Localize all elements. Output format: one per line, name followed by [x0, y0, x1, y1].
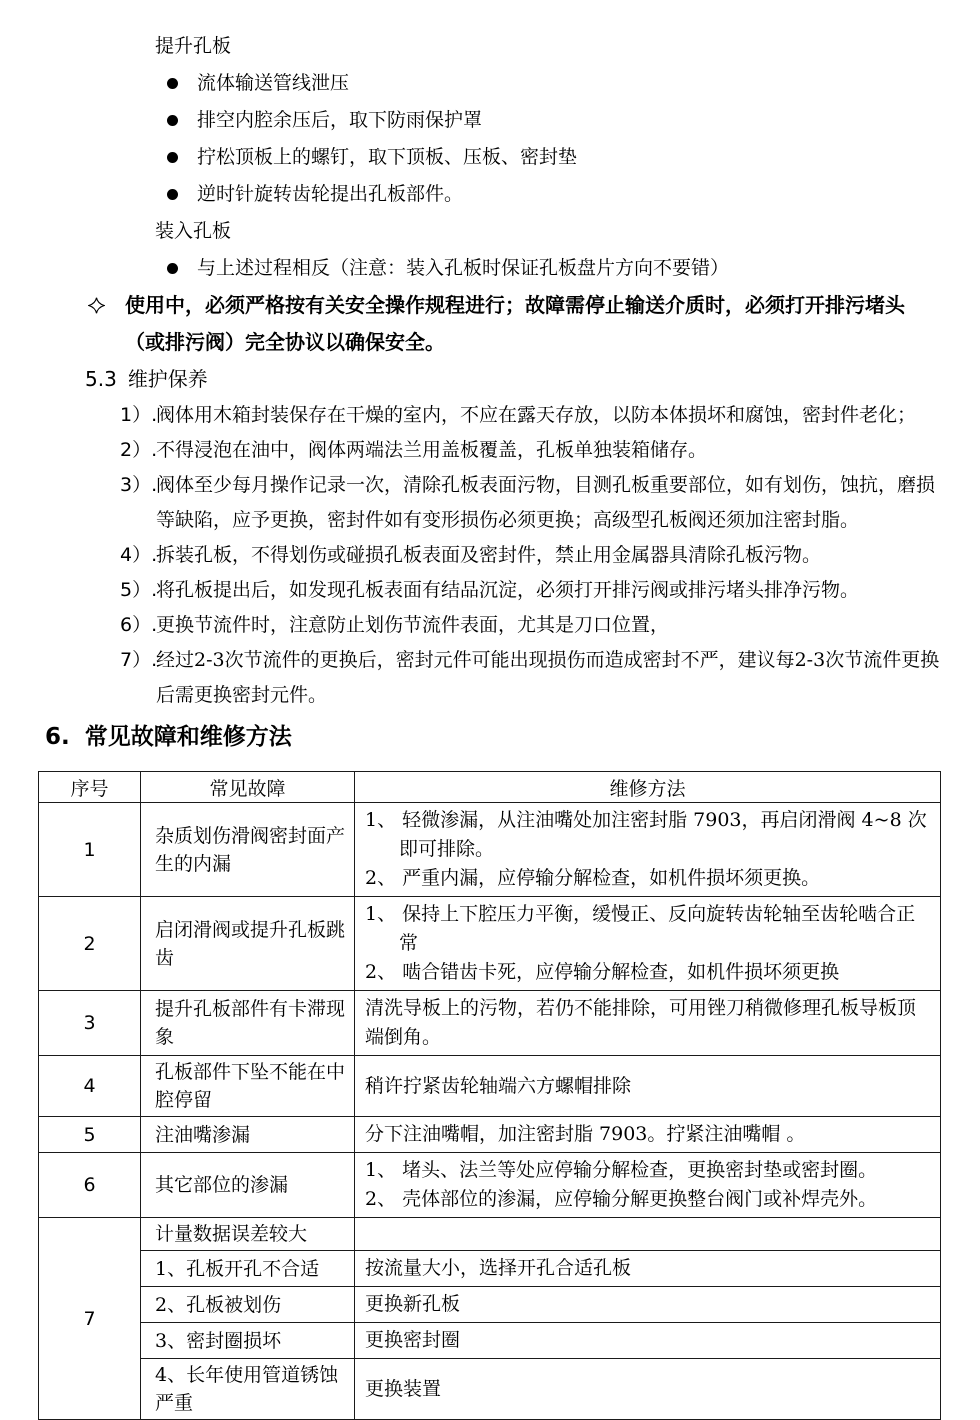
- safety-note-text: 使用中，必须严格按有关安全操作规程进行；故障需停止输送介质时，必须打开排污堵头（或排污阀）完全协议以确保安全。: [125, 293, 905, 354]
- item-text: 更换节流件时，注意防止划伤节流件表面，尤其是刀口位置，: [156, 614, 670, 636]
- fix-line: 2、 壳体部位的渗漏，应停输分解更换整台阀门或补焊壳外。: [365, 1188, 878, 1210]
- fix-line: 1、 保持上下腔压力平衡，缓慢正、反向旋转齿轮轴至齿轮啮合正常: [365, 903, 916, 954]
- fix-line: 清洗导板上的污物，若仍不能排除，可用锉刀稍微修理孔板导板顶端倒角。: [365, 997, 917, 1048]
- bullet-icon: [167, 189, 178, 200]
- maintenance-item: [120, 398, 942, 433]
- list-item-text: 逆时针旋转齿轮提出孔板部件。: [197, 183, 464, 205]
- list-item: [167, 102, 980, 139]
- cell-row-number: 5: [39, 1117, 141, 1153]
- table-row: [39, 897, 941, 991]
- list-item-text: 流体输送管线泄压: [197, 72, 350, 94]
- fix-line: 2、 啮合错齿卡死，应停输分解检查，如机件损坏须更换: [365, 961, 840, 983]
- list-item: [167, 250, 980, 287]
- cell-fault: 3、密封圈损坏: [141, 1323, 355, 1359]
- cell-fault-group: 计量数据误差较大: [141, 1218, 355, 1251]
- fault-repair-table: [38, 771, 941, 1420]
- cell-fault: 4、长年使用管道锈蚀严重: [141, 1359, 355, 1420]
- cell-fix: [355, 1153, 941, 1218]
- column-header-fault: 常见故障: [141, 772, 355, 803]
- table-row: [39, 1359, 941, 1420]
- cell-fix: [355, 1117, 941, 1153]
- list-item: [167, 176, 980, 213]
- bullet-icon: [167, 263, 178, 274]
- table-row: [39, 1153, 941, 1218]
- fix-line: 1、 轻微渗漏，从注油嘴处加注密封脂 7903，再启闭滑阀 4~8 次即可排除。: [365, 809, 927, 860]
- cell-fix-empty: [355, 1218, 941, 1251]
- table-header-row: [39, 772, 941, 803]
- section-5-3-heading: [85, 361, 980, 398]
- fix-line: 1、 堵头、法兰等处应停输分解检查，更换密封垫或密封圈。: [365, 1159, 878, 1181]
- section-number: 5.3: [85, 367, 117, 391]
- section-6-heading: [45, 721, 980, 753]
- fix-line: 稍许拧紧齿轮轴端六方螺帽排除: [365, 1074, 632, 1097]
- item-number: 3）.: [120, 474, 158, 496]
- cell-row-number: 6: [39, 1153, 141, 1218]
- item-number: 6）.: [120, 614, 158, 636]
- maintenance-item: [120, 538, 942, 573]
- cell-fix: 更换装置: [355, 1359, 941, 1420]
- list-item: [167, 65, 980, 102]
- cell-row-number: 1: [39, 803, 141, 897]
- cell-fault: 孔板部件下坠不能在中腔停留: [141, 1056, 355, 1117]
- item-text: 将孔板提出后，如发现孔板表面有结品沉淀，必须打开排污阀或排污堵头排净污物。: [156, 579, 860, 601]
- table-row: [39, 803, 941, 897]
- table-row: [39, 1218, 941, 1251]
- cell-fault: 杂质划伤滑阀密封面产生的内漏: [141, 803, 355, 897]
- item-text: 阀体用木箱封装保存在干燥的室内，不应在露天存放，以防本体损坏和腐蚀，密封件老化；: [156, 404, 917, 426]
- cell-row-number: 3: [39, 991, 141, 1056]
- cell-fix: [355, 803, 941, 897]
- section-number: 6.: [45, 724, 70, 750]
- cell-fault: 提升孔板部件有卡滞现象: [141, 991, 355, 1056]
- cell-fix: [355, 897, 941, 991]
- cell-row-number: 2: [39, 897, 141, 991]
- bullet-icon: [167, 115, 178, 126]
- item-number: 7）.: [120, 649, 158, 671]
- maintenance-item: [120, 608, 942, 643]
- cell-fault: 其它部位的渗漏: [141, 1153, 355, 1218]
- cell-fault: 1、孔板开孔不合适: [141, 1251, 355, 1287]
- list-item-text: 拧松顶板上的螺钉，取下顶板、压板、密封垫: [197, 146, 578, 168]
- item-text: 拆装孔板，不得划伤或碰损孔板表面及密封件，禁止用金属器具清除孔板污物。: [156, 544, 822, 566]
- cell-fix: 按流量大小，选择开孔合适孔板: [355, 1251, 941, 1287]
- item-number: 1）.: [120, 404, 158, 426]
- list-item-text: 排空内腔余压后，取下防雨保护罩: [197, 109, 483, 131]
- column-header-fix: 维修方法: [355, 772, 941, 803]
- section-title: 常见故障和维修方法: [84, 723, 292, 750]
- fix-line: 2、 严重内漏，应停输分解检查，如机件损坏须更换。: [365, 867, 821, 889]
- bullet-icon: [167, 152, 178, 163]
- table-row: [39, 1117, 941, 1153]
- safety-note: [88, 287, 938, 361]
- item-text: 阀体至少每月操作记录一次，清除孔板表面污物，目测孔板重要部位，如有划伤，蚀抗，磨损等缺陷，应予更换，密封件如有变形损伤必须更换；高级型孔板阀还须加注密封脂。: [156, 474, 936, 531]
- item-number: 5）.: [120, 579, 158, 601]
- lift-procedure-heading: 提升孔板: [155, 35, 232, 57]
- list-item: [167, 139, 980, 176]
- table-row: [39, 1056, 941, 1117]
- four-pointed-star-icon: [88, 287, 125, 361]
- cell-fault: 注油嘴渗漏: [141, 1117, 355, 1153]
- table-row: [39, 1323, 941, 1359]
- item-text: 不得浸泡在油中，阀体两端法兰用盖板覆盖，孔板单独装箱储存。: [156, 439, 708, 461]
- fix-line: 分下注油嘴帽，加注密封脂 7903。拧紧注油嘴帽 。: [365, 1123, 806, 1145]
- section-title: 维护保养: [127, 367, 208, 391]
- cell-row-number: 7: [39, 1218, 141, 1420]
- item-number: 4）.: [120, 544, 158, 566]
- cell-fix: [355, 991, 941, 1056]
- table-row: [39, 991, 941, 1056]
- maintenance-item: [120, 573, 942, 608]
- item-text: 经过2-3次节流件的更换后，密封元件可能出现损伤而造成密封不严，建议每2-3次节流件更换后需更换密封元件。: [156, 649, 940, 706]
- cell-row-number: 4: [39, 1056, 141, 1117]
- cell-fault: 启闭滑阀或提升孔板跳齿: [141, 897, 355, 991]
- maintenance-item: [120, 643, 942, 713]
- cell-fix: [355, 1056, 941, 1117]
- maintenance-item: [120, 468, 942, 538]
- item-number: 2）.: [120, 439, 158, 461]
- table-row: [39, 1251, 941, 1287]
- install-procedure-heading: 装入孔板: [155, 220, 232, 242]
- column-header-no: 序号: [39, 772, 141, 803]
- list-item-text: 与上述过程相反（注意：装入孔板时保证孔板盘片方向不要错）: [197, 257, 730, 279]
- cell-fix: 更换密封圈: [355, 1323, 941, 1359]
- bullet-icon: [167, 78, 178, 89]
- table-row: [39, 1287, 941, 1323]
- cell-fault: 2、孔板被划伤: [141, 1287, 355, 1323]
- maintenance-item: [120, 433, 942, 468]
- cell-fix: 更换新孔板: [355, 1287, 941, 1323]
